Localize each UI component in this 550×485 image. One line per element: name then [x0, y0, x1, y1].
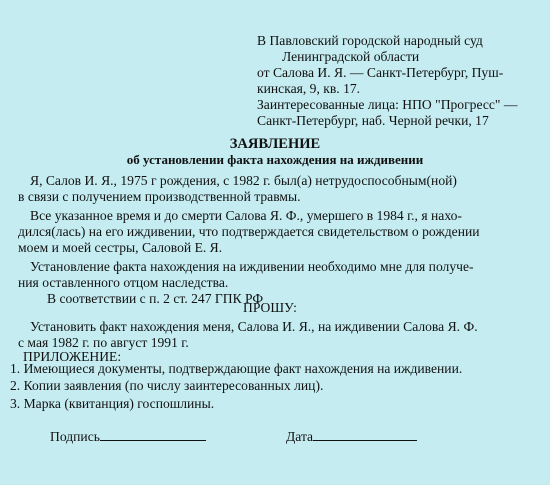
date-label: Дата	[286, 429, 314, 444]
interested-line-1: Заинтересованные лица: НПО "Прогресс" —	[257, 97, 518, 112]
from-line-1: от Салова И. Я. — Санкт-Петербург, Пуш-	[257, 65, 504, 80]
body-line: дился(лась) на его иждивении, что подтверждается свидетельством о рождении	[18, 224, 480, 239]
attachment-item: 3. Марка (квитанция) госпошлины.	[10, 396, 215, 411]
body-line: Установить факт нахождения меня, Салова И. Я., на иждивении Салова Я. Ф.	[30, 319, 478, 334]
date-field	[286, 428, 417, 445]
body-line: Все указанное время и до смерти Салова Я. Ф., умершего в 1984 г., я нахо-	[30, 208, 462, 223]
interested-line-2: Санкт-Петербург, наб. Черной речки, 17	[257, 113, 489, 128]
request-heading: ПРОШУ:	[243, 300, 297, 315]
body-line: в связи с получением производственной травмы.	[18, 189, 301, 204]
from-line-2: кинская, 9, кв. 17.	[257, 81, 361, 96]
body-line: В соответствии с п. 2 ст. 247 ГПК РФ	[47, 291, 264, 306]
document-title: ЗАЯВЛЕНИЕ	[229, 136, 321, 152]
signature-label: Подпись	[50, 429, 100, 444]
body-line: моем и моей сестры, Саловой Е. Я.	[18, 240, 223, 255]
court-line-2: Ленинградской области	[282, 49, 420, 64]
court-line-1: В Павловский городской народный суд	[257, 33, 483, 48]
body-line: ния оставленного отцом наследства.	[18, 275, 229, 290]
attachments-heading: ПРИЛОЖЕНИЕ:	[23, 349, 122, 364]
document-subtitle: об установлении факта нахождения на иждивении	[126, 152, 424, 167]
body-line: с мая 1982 г. по август 1991 г.	[18, 335, 189, 350]
date-blank	[313, 428, 417, 441]
attachment-item: 2. Копии заявления (по числу заинтересованных лиц).	[10, 378, 324, 393]
body-line: Установление факта нахождения на иждивении необходимо мне для получе-	[30, 259, 474, 274]
body-line: Я, Салов И. Я., 1975 г рождения, с 1982 г. был(а) нетрудоспособным(ной)	[30, 173, 457, 188]
signature-blank	[100, 428, 206, 441]
signature-field	[50, 428, 206, 445]
attachment-item: 1. Имеющиеся документы, подтверждающие факт нахождения на иждивении.	[10, 361, 463, 376]
